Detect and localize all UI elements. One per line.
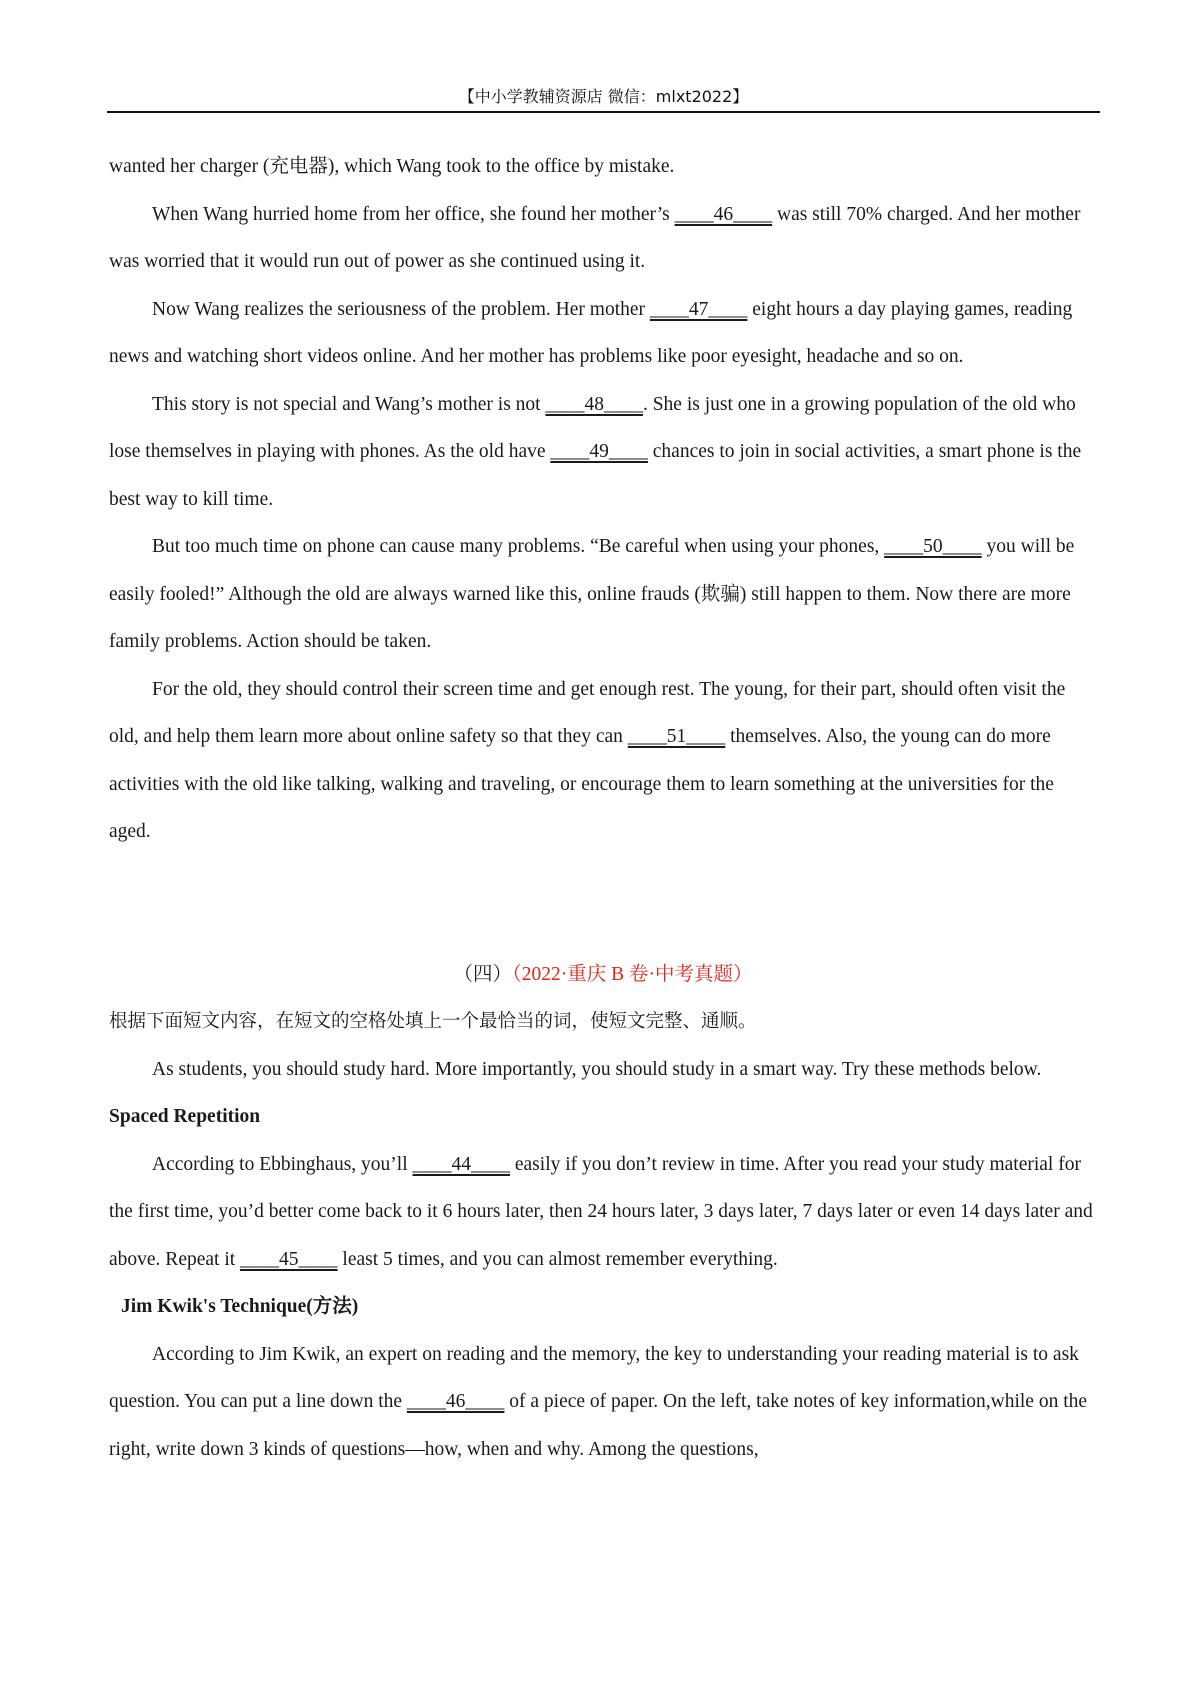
blank-47[interactable]: ____47____ xyxy=(649,298,748,320)
section4-paragraph-3 xyxy=(109,1331,1097,1474)
passage3-paragraph-5 xyxy=(109,523,1097,666)
section-gap xyxy=(109,856,1097,951)
passage3-paragraph-3 xyxy=(109,286,1097,381)
text-segment: was still 70% charged. And her mother was worried that it would run out of power as she continued using it. xyxy=(109,203,1081,272)
text-segment: According to Jim Kwik, an expert on reading and the memory, the key to understanding your reading material is to ask question. You can put a line down the xyxy=(109,1343,1079,1412)
blank-44[interactable]: ____44____ xyxy=(412,1153,510,1175)
section4-paragraph-1: As students, you should study hard. More importantly, you should study in a smart way. Try these methods below. xyxy=(152,1058,1042,1080)
passage3-paragraph-6 xyxy=(109,666,1097,856)
blank-46[interactable]: ____46____ xyxy=(674,203,773,225)
section4-title xyxy=(109,951,1097,999)
blank-49[interactable]: ____49____ xyxy=(550,441,648,462)
text-segment: Now Wang realizes the seriousness of the problem. Her mother xyxy=(152,298,650,320)
text-segment: easily if you don’t review in time. After you read your study material for the first time, you’d better come back to it 6 hours later, then 24 hours later, 3 days later, 7 days later or even 14 days later and above. Repeat it xyxy=(109,1153,1093,1270)
text-segment: least 5 times, and you can almost remember everything. xyxy=(337,1248,778,1270)
passage3-paragraph-4 xyxy=(109,381,1097,524)
text-segment: This story is not special and Wang’s mother is not xyxy=(152,393,546,415)
section4-paragraph-2 xyxy=(109,1141,1097,1284)
text-segment: eight hours a day playing games, reading news and watching short videos online. And her mother has problems like poor eyesight, headache and so on. xyxy=(109,298,1073,367)
document-body xyxy=(109,143,1097,1473)
section-number: （四） xyxy=(453,963,512,985)
text-segment: According to Ebbinghaus, you’ll xyxy=(152,1153,413,1175)
text-segment: . She is just one in a growing population of the old who lose themselves in playing with phones. As the old have xyxy=(109,393,1076,462)
text-segment: of a piece of paper. On the left, take notes of key information,while on the right, write down 3 kinds of questions—how, when and why. Among the questions, xyxy=(109,1391,1088,1460)
text-segment: When Wang hurried home from her office, she found her mother’s xyxy=(152,203,675,225)
blank-46b[interactable]: ____46____ xyxy=(406,1391,505,1412)
blank-50[interactable]: ____50____ xyxy=(884,536,982,557)
blank-45[interactable]: ____45____ xyxy=(240,1248,338,1270)
text-segment: themselves. Also, the young can do more activities with the old like talking, walking and traveling, or encourage them to learn something at the universities for the aged. xyxy=(109,726,1054,842)
page-header: 【中小学教辅资源店 微信：mlxt2022】 xyxy=(458,87,749,106)
blank-48[interactable]: ____48____ xyxy=(545,393,643,415)
subheading-jim-kwik: Jim Kwik's Technique(方法) xyxy=(121,1296,359,1317)
subheading-spaced-repetition: Spaced Repetition xyxy=(109,1106,261,1127)
section4-instruction: 根据下面短文内容，在短文的空格处填上一个最恰当的词，使短文完整、通顺。 xyxy=(109,1011,757,1032)
text-segment: For the old, they should control their screen time and get enough rest. The young, for their part, should often visit the old, and help them learn more about online safety so that they can xyxy=(109,678,1066,747)
header-divider xyxy=(107,111,1100,113)
text-segment: But too much time on phone can cause many problems. “Be careful when using your phones, xyxy=(152,536,885,557)
passage3-paragraph-2 xyxy=(109,191,1097,286)
text-segment: chances to join in social activities, a smart phone is the best way to kill time. xyxy=(109,441,1082,510)
section-source: （2022·重庆 B 卷·中考真题） xyxy=(512,963,753,985)
text-segment: you will be easily fooled!” Although the old are always warned like this, online frauds (欺骗) still happen to them. Now there are more family problems. Action should be taken. xyxy=(109,536,1075,652)
passage3-paragraph-1: wanted her charger (充电器), which Wang took to the office by mistake. xyxy=(109,156,675,177)
blank-51[interactable]: ____51____ xyxy=(627,726,726,747)
